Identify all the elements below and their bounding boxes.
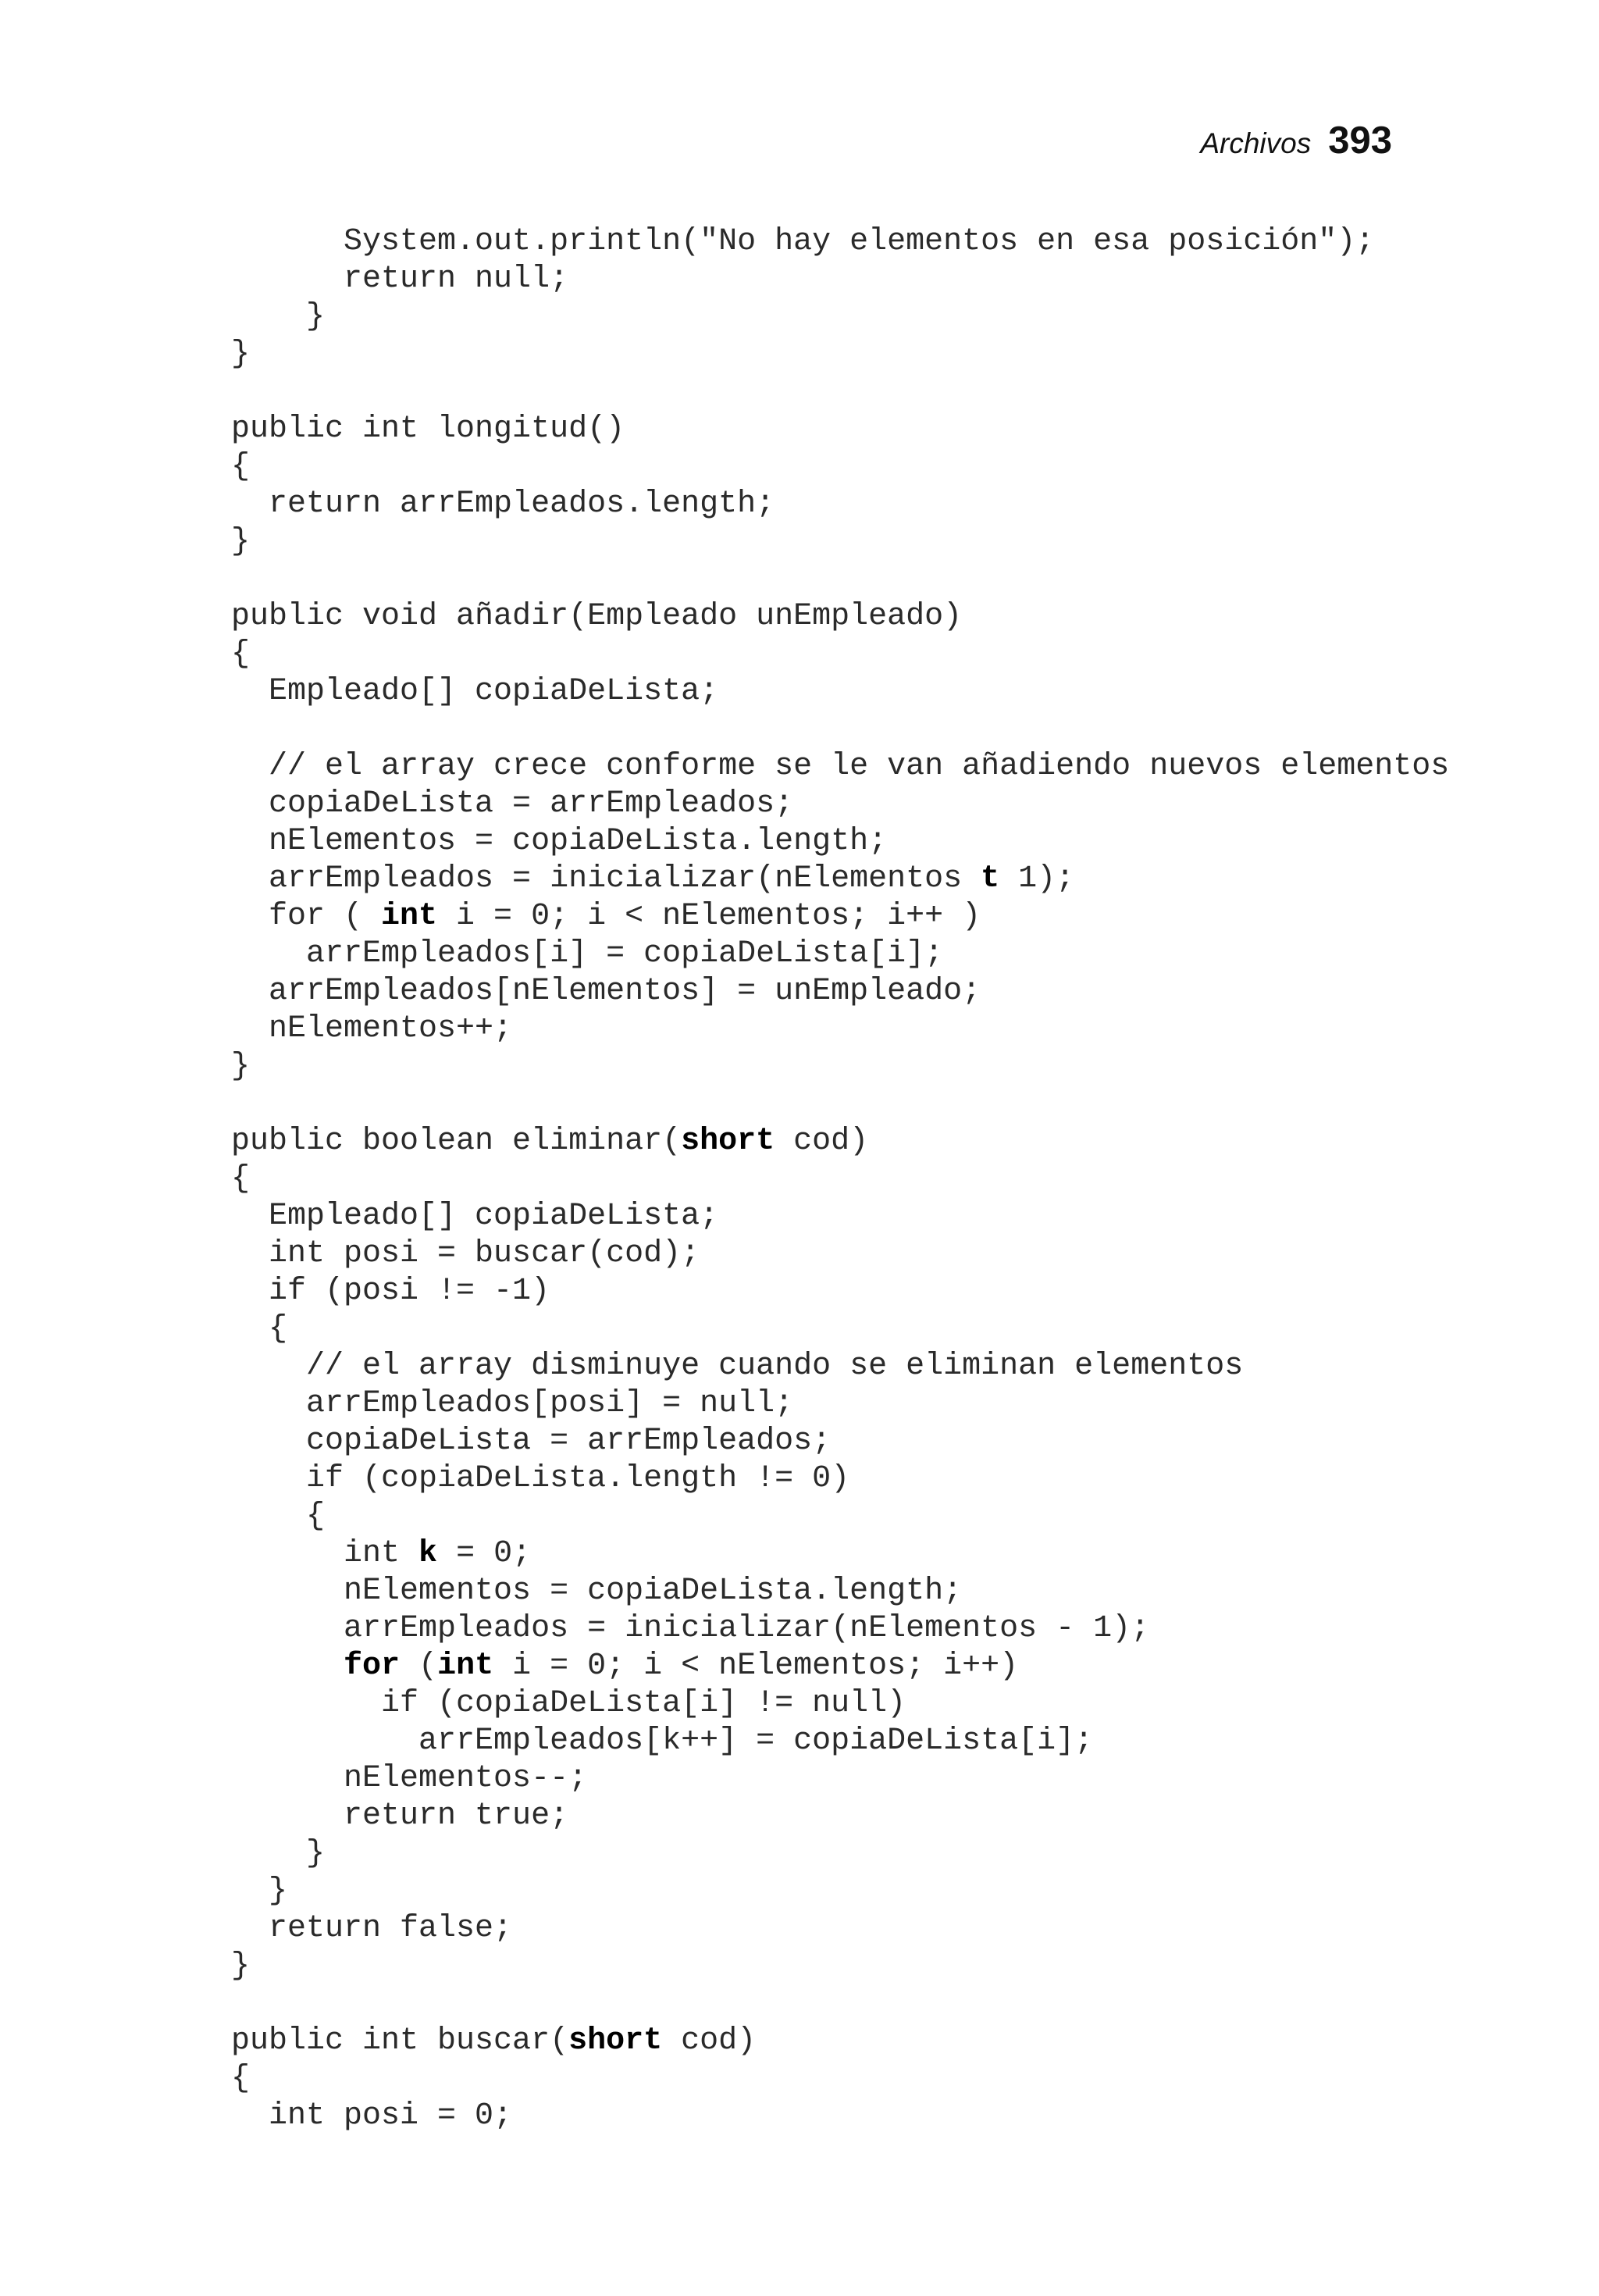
code-listing: [231, 223, 1450, 2135]
code-line: [231, 523, 1418, 561]
code-keyword: t: [981, 861, 1000, 897]
code-line: [231, 1086, 1418, 1123]
code-line: [231, 336, 1418, 373]
code-line: [231, 1835, 1418, 1873]
code-text: }: [231, 1836, 326, 1871]
code-line: [231, 1348, 1418, 1385]
code-line: [231, 1685, 1418, 1723]
code-text: 1);: [999, 861, 1075, 897]
code-text: if (posi != -1): [231, 1274, 550, 1309]
code-line: [231, 1723, 1418, 1760]
code-line: [231, 298, 1418, 336]
code-text: = 0;: [437, 1536, 532, 1571]
code-text: arrEmpleados[nElementos] = unEmpleado;: [231, 974, 981, 1009]
code-line: [231, 448, 1418, 486]
code-keyword: short: [681, 1124, 775, 1159]
code-line: [231, 936, 1418, 973]
code-line: [231, 261, 1418, 298]
code-line: [231, 1460, 1418, 1498]
code-line: [231, 786, 1418, 823]
code-line: [231, 2060, 1418, 2098]
code-text: arrEmpleados[posi] = null;: [231, 1386, 794, 1421]
code-text: {: [231, 636, 251, 672]
code-text: }: [231, 1049, 251, 1084]
code-text: // el array disminuye cuando se eliminan elementos: [231, 1349, 1244, 1384]
code-line: [231, 823, 1418, 861]
code-text: }: [231, 1874, 288, 1909]
code-line: [231, 2023, 1418, 2060]
code-line: [231, 748, 1450, 786]
code-line: [231, 1160, 1418, 1198]
code-text: copiaDeLista = arrEmpleados;: [231, 786, 794, 822]
code-text: int posi = 0;: [231, 2098, 513, 2134]
code-text: }: [231, 1948, 251, 1984]
code-text: cod): [662, 2023, 757, 2059]
code-line: [231, 1123, 1418, 1160]
code-text: (: [400, 1649, 438, 1684]
code-text: System.out.println("No hay elementos en esa posición");: [231, 224, 1375, 259]
code-line: [231, 1048, 1418, 1086]
code-text: Empleado[] copiaDeLista;: [231, 1199, 719, 1234]
code-text: // el array crece conforme se le van añadiendo nuevos elementos: [231, 749, 1450, 784]
code-line: [231, 1610, 1418, 1648]
code-line: [231, 1498, 1418, 1535]
code-line: [231, 223, 1418, 261]
code-line: [231, 1873, 1418, 1910]
code-line: [231, 1798, 1418, 1835]
code-text: return null;: [231, 262, 569, 297]
page-number: 393: [1328, 119, 1392, 162]
code-line: [231, 711, 1418, 748]
code-keyword: int: [437, 1649, 494, 1684]
code-text: {: [231, 449, 251, 484]
code-text: for (: [231, 899, 382, 934]
code-line: [231, 898, 1418, 936]
code-text: }: [231, 299, 326, 334]
code-keyword: int: [381, 899, 438, 934]
code-text: {: [231, 1161, 251, 1196]
code-line: [231, 1273, 1418, 1310]
code-text: i = 0; i < nElementos; i++): [493, 1649, 1019, 1684]
code-text: public int longitud(): [231, 412, 625, 447]
code-text: int: [231, 1536, 419, 1571]
code-text: {: [231, 1499, 326, 1534]
code-text: if (copiaDeLista.length != 0): [231, 1461, 850, 1496]
code-text: nElementos = copiaDeLista.length;: [231, 824, 888, 859]
code-line: [231, 486, 1418, 523]
code-text: }: [231, 524, 251, 559]
code-text: {: [231, 1311, 288, 1346]
code-line: [231, 1423, 1418, 1460]
code-line: [231, 973, 1418, 1011]
code-text: public boolean eliminar(: [231, 1124, 682, 1159]
code-text: cod): [775, 1124, 869, 1159]
code-keyword: for: [344, 1649, 401, 1684]
code-line: [231, 1198, 1418, 1235]
code-text: }: [231, 337, 251, 372]
code-line: [231, 1648, 1418, 1685]
code-line: [231, 1910, 1418, 1948]
code-line: [231, 1948, 1418, 1985]
code-line: [231, 411, 1418, 448]
code-text: arrEmpleados = inicializar(nElementos: [231, 861, 981, 897]
code-line: [231, 1760, 1418, 1798]
running-head-section: Archivos: [1200, 127, 1312, 159]
code-line: [231, 373, 1418, 411]
code-line: [231, 1235, 1418, 1273]
code-text: arrEmpleados[i] = copiaDeLista[i];: [231, 936, 944, 972]
code-text: return false;: [231, 1911, 513, 1946]
code-line: [231, 1573, 1418, 1610]
code-line: [231, 561, 1418, 598]
code-text: nElementos = copiaDeLista.length;: [231, 1574, 963, 1609]
code-line: [231, 1535, 1418, 1573]
code-text: public int buscar(: [231, 2023, 569, 2059]
code-text: arrEmpleados = inicializar(nElementos - 1);: [231, 1611, 1150, 1646]
code-text: return arrEmpleados.length;: [231, 487, 775, 522]
code-text: Empleado[] copiaDeLista;: [231, 674, 719, 709]
code-text: int posi = buscar(cod);: [231, 1236, 700, 1271]
code-line: [231, 1011, 1418, 1048]
page-header: [1200, 119, 1392, 162]
code-line: [231, 1310, 1418, 1348]
code-line: [231, 2098, 1418, 2135]
code-text: nElementos++;: [231, 1011, 513, 1046]
code-text: copiaDeLista = arrEmpleados;: [231, 1424, 832, 1459]
code-line: [231, 1385, 1418, 1423]
code-text: arrEmpleados[k++] = copiaDeLista[i];: [231, 1724, 1094, 1759]
code-line: [231, 636, 1418, 673]
code-keyword: k: [418, 1536, 438, 1571]
code-keyword: short: [568, 2023, 663, 2059]
code-text: if (copiaDeLista[i] != null): [231, 1686, 906, 1721]
code-line: [231, 673, 1418, 711]
code-line: [231, 1985, 1418, 2023]
code-text: [231, 1649, 344, 1684]
code-text: nElementos--;: [231, 1761, 588, 1796]
code-text: {: [231, 2061, 251, 2096]
code-line: [231, 861, 1418, 898]
code-text: public void añadir(Empleado unEmpleado): [231, 599, 963, 634]
code-text: return true;: [231, 1799, 569, 1834]
code-line: [231, 598, 1418, 636]
code-text: i = 0; i < nElementos; i++ ): [437, 899, 981, 934]
